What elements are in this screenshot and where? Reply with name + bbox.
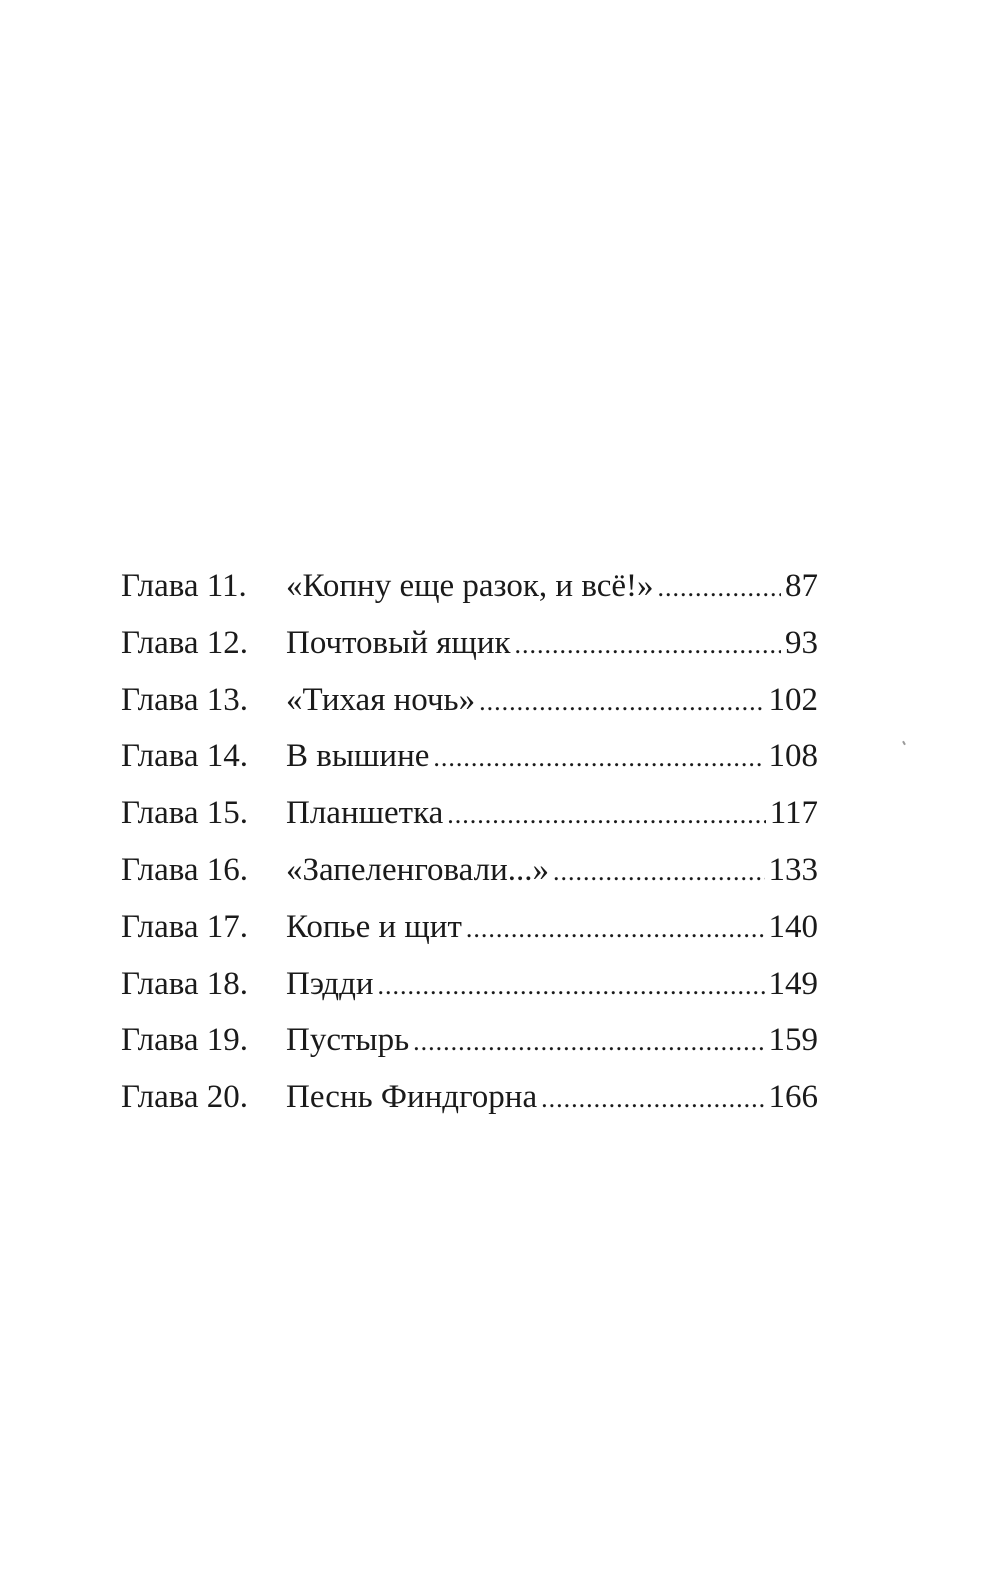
page-number: 140 (768, 908, 818, 945)
dot-leader (658, 560, 782, 617)
page-number: 87 (785, 568, 818, 604)
toc-entry (121, 842, 818, 899)
dot-leader (466, 901, 765, 958)
chapter-title: Песнь Финдгорна (286, 1079, 538, 1116)
chapter-number: Глава 17. (121, 908, 249, 945)
dot-leader (413, 1014, 764, 1071)
chapter-number: Глава 19. (121, 1022, 249, 1059)
dot-leader (479, 674, 764, 731)
scan-speck (902, 741, 906, 745)
dot-leader (433, 730, 764, 787)
page-number: 93 (785, 624, 818, 661)
page-number: 133 (768, 851, 818, 888)
toc-entry (121, 728, 818, 785)
chapter-number: Глава 16. (121, 851, 249, 888)
toc-entry (121, 956, 818, 1013)
toc-entry (121, 558, 818, 615)
dot-leader (447, 787, 765, 844)
toc-entry (121, 899, 818, 956)
chapter-number: Глава 13. (121, 681, 249, 718)
chapter-title: Планшетка (286, 795, 444, 832)
dot-leader (378, 958, 765, 1015)
page-number: 149 (768, 965, 818, 1002)
chapter-title: Копье и щит (286, 908, 462, 945)
page-number: 117 (769, 795, 818, 832)
chapter-number: Глава 20. (121, 1079, 249, 1116)
chapter-title: «Тихая ночь» (286, 681, 476, 718)
dot-leader (515, 617, 781, 674)
chapter-title: Пэдди (286, 965, 374, 1002)
toc-entry (121, 785, 818, 842)
chapter-number: Глава 15. (121, 795, 249, 832)
chapter-number: Глава 11. (121, 568, 247, 604)
page-number: 102 (768, 681, 818, 718)
chapter-number: Глава 14. (121, 738, 249, 775)
toc-entry (121, 672, 818, 729)
toc-entry (121, 615, 818, 672)
chapter-number: Глава 18. (121, 965, 249, 1002)
dot-leader (541, 1071, 764, 1128)
toc-entry (121, 1012, 818, 1069)
page-number: 166 (768, 1079, 818, 1116)
chapter-number: Глава 12. (121, 624, 249, 661)
dot-leader (553, 844, 764, 901)
table-of-contents (121, 558, 818, 1126)
chapter-title: Почтовый ящик (286, 624, 511, 661)
toc-entry (121, 1069, 818, 1126)
chapter-title: В вышине (286, 738, 430, 775)
chapter-title: «Копну еще разок, и всё!» (286, 568, 654, 604)
page-number: 159 (768, 1022, 818, 1059)
chapter-title: «Запеленговали...» (286, 851, 550, 888)
chapter-title: Пустырь (286, 1022, 410, 1059)
page-number: 108 (768, 738, 818, 775)
